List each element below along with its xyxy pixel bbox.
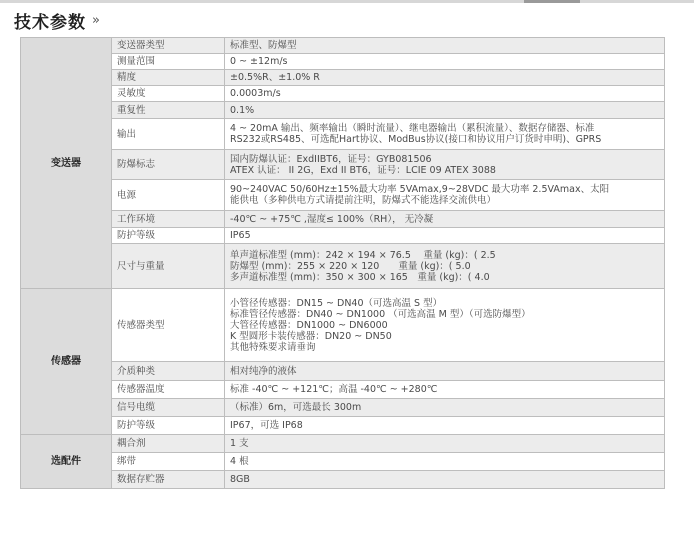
spec-value-line: 标准 -40℃ ~ +121℃；高温 -40℃ ~ +280℃ [230, 384, 438, 395]
table-row [21, 38, 665, 54]
section-header [14, 8, 100, 32]
spec-value [225, 150, 665, 180]
spec-value [225, 435, 665, 453]
spec-label: 输出 [112, 119, 225, 150]
table-row [21, 435, 665, 453]
spec-value [225, 70, 665, 86]
spec-value-line: 0 ~ ±12m/s [230, 56, 288, 67]
spec-label: 数据存贮器 [112, 471, 225, 489]
table-row [21, 228, 665, 244]
spec-value-line: 标准型、防爆型 [230, 40, 297, 51]
spec-label: 重复性 [112, 102, 225, 119]
spec-label: 传感器温度 [112, 381, 225, 399]
page-title: 技术参数 [14, 12, 86, 33]
spec-value-line: IP67，可选 IP68 [230, 420, 303, 431]
spec-value [225, 211, 665, 228]
category-cell: 选配件 [21, 435, 112, 489]
top-divider [0, 0, 694, 3]
table-row [21, 471, 665, 489]
category-cell: 传感器 [21, 289, 112, 435]
table-row [21, 417, 665, 435]
table-row [21, 86, 665, 102]
spec-value-line: 其他特殊要求请垂询 [230, 341, 316, 353]
spec-value-line: 1 支 [230, 438, 249, 449]
spec-value-line: 多声道标准型 (mm)：350 × 300 × 165 重量 (kg)：( 4.0 [230, 271, 490, 283]
table-row [21, 119, 665, 150]
spec-value [225, 289, 665, 362]
table-row [21, 399, 665, 417]
spec-value [225, 38, 665, 54]
spec-label: 传感器类型 [112, 289, 225, 362]
spec-value-line: IP65 [230, 230, 251, 241]
top-divider-tab [524, 0, 580, 3]
spec-label: 耦合剂 [112, 435, 225, 453]
table-row [21, 289, 665, 362]
spec-label: 灵敏度 [112, 86, 225, 102]
spec-value-line: 90~240VAC 50/60Hz±15%最大功率 5VAmax,9~28VDC 最大功率 2.5VAmax、太阳 [230, 184, 610, 195]
spec-value-line: RS232或RS485、可选配Hart协议、ModBus协议(接口和协议用户订货时申明)、GPRS [230, 134, 602, 145]
spec-label: 测量范围 [112, 54, 225, 70]
spec-value [225, 228, 665, 244]
spec-value-line: ATEX 认证： II 2G，Exd II BT6，证号：LCIE 09 ATEX 3088 [230, 164, 496, 176]
table-row [21, 381, 665, 399]
spec-value [225, 453, 665, 471]
spec-label: 防护等级 [112, 228, 225, 244]
table-row [21, 453, 665, 471]
spec-value-line: 相对纯净的液体 [230, 365, 297, 377]
spec-value-line: 大管径传感器：DN1000 ~ DN6000 [230, 319, 388, 331]
spec-value [225, 417, 665, 435]
spec-label: 防护等级 [112, 417, 225, 435]
spec-value-line: 8GB [230, 474, 250, 485]
spec-label: 信号电缆 [112, 399, 225, 417]
spec-label: 尺寸与重量 [112, 244, 225, 289]
spec-value [225, 399, 665, 417]
spec-value [225, 244, 665, 289]
table-row [21, 70, 665, 86]
table-row [21, 362, 665, 381]
spec-label: 变送器类型 [112, 38, 225, 54]
spec-value [225, 362, 665, 381]
spec-value-line: K 型圆形卡装传感器：DN20 ~ DN50 [230, 330, 392, 342]
spec-value-line: 4 ~ 20mA 输出、频率输出（瞬时流量）、继电器输出（累积流量）、数据存储器、标准 [230, 123, 595, 134]
spec-label: 精度 [112, 70, 225, 86]
spec-value-line: 单声道标准型 (mm)：242 × 194 × 76.5 重量 (kg)：( 2.5 [230, 249, 496, 261]
spec-value-line: -40℃ ~ +75℃ ,湿度≤ 100%（RH）， 无冷凝 [230, 213, 434, 225]
spec-value [225, 54, 665, 70]
spec-value-line: （标准）6m，可选最长 300m [230, 402, 362, 413]
spec-value-line: ±0.5%R、±1.0% R [230, 72, 320, 83]
spec-value-line: 小管径传感器：DN15 ~ DN40（可选高温 S 型） [230, 297, 443, 309]
category-cell: 变送器 [21, 38, 112, 289]
spec-table [20, 37, 665, 489]
table-row [21, 211, 665, 228]
spec-value [225, 86, 665, 102]
spec-value [225, 180, 665, 211]
spec-value-line: 4 根 [230, 456, 249, 467]
spec-value-line: 标准管径传感器：DN40 ~ DN1000 （可选高温 M 型）（可选防爆型） [230, 308, 531, 320]
spec-label: 防爆标志 [112, 150, 225, 180]
spec-label: 电源 [112, 180, 225, 211]
spec-label: 绑带 [112, 453, 225, 471]
spec-value [225, 471, 665, 489]
spec-label: 介质种类 [112, 362, 225, 381]
chevron-right-icon: » [92, 12, 100, 28]
table-row [21, 150, 665, 180]
spec-value-line: 0.1% [230, 104, 255, 116]
spec-value [225, 102, 665, 119]
table-row [21, 54, 665, 70]
spec-value-line: 国内防爆认证：ExdIIBT6，证号：GYB081506 [230, 153, 432, 165]
table-row [21, 244, 665, 289]
spec-label: 工作环境 [112, 211, 225, 228]
spec-value-line: 能供电（多种供电方式请提前注明，防爆式不能选择交流供电） [230, 195, 497, 206]
spec-value-line: 0.0003m/s [230, 88, 281, 99]
table-row [21, 102, 665, 119]
spec-value-line: 防爆型 (mm)：255 × 220 × 120 重量 (kg)：( 5.0 [230, 260, 471, 272]
table-row [21, 180, 665, 211]
spec-value [225, 119, 665, 150]
spec-value [225, 381, 665, 399]
